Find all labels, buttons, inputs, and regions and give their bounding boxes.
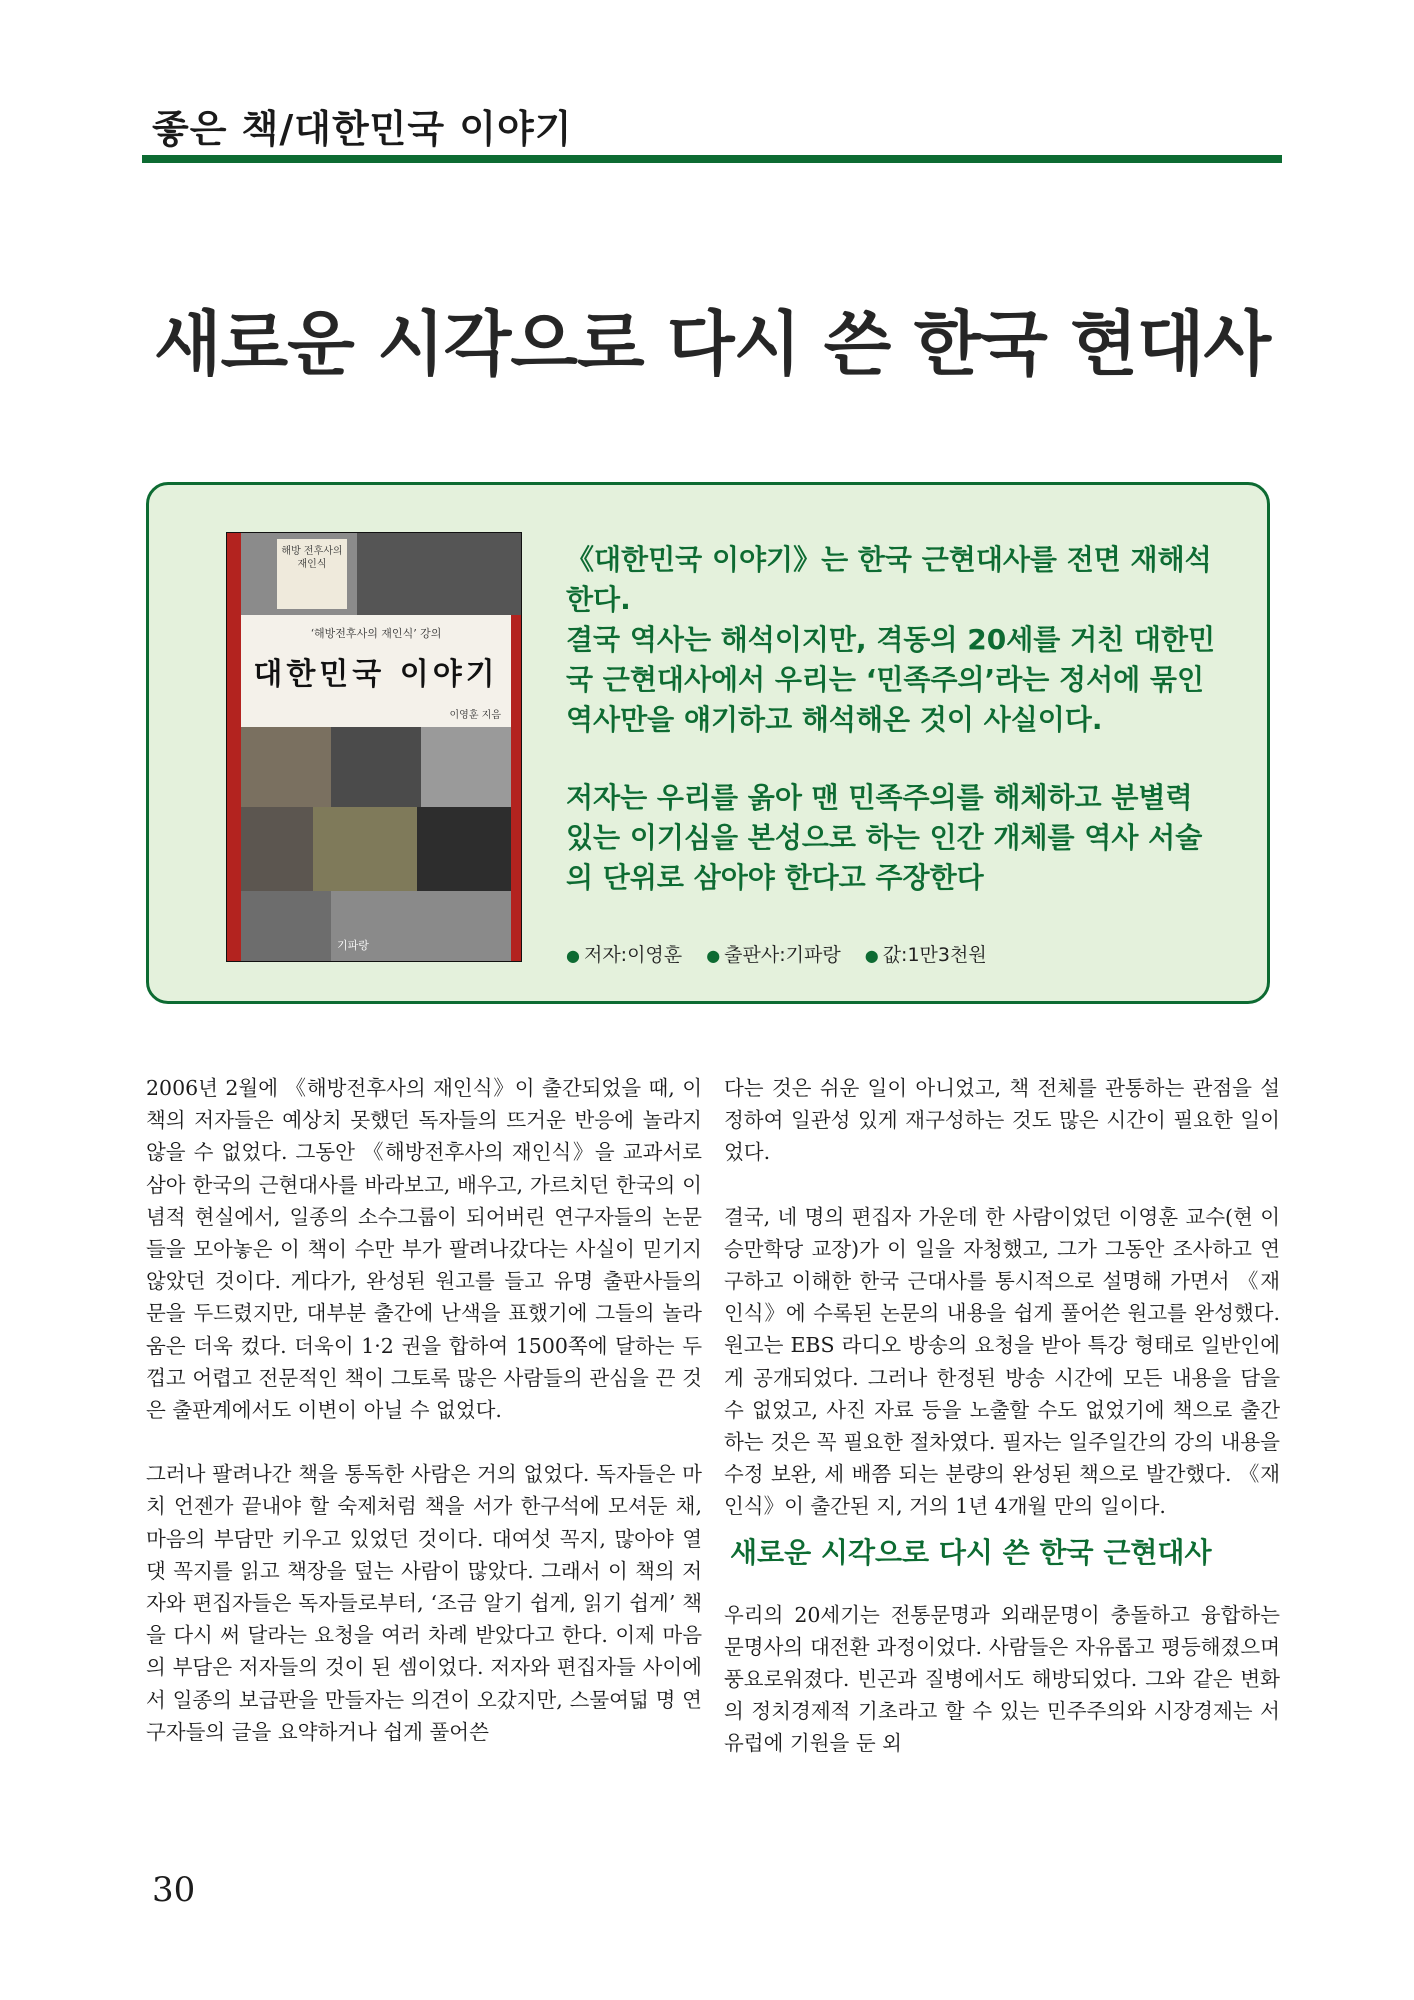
cover-photo-tile (241, 807, 313, 891)
cover-subtitle: ‘해방전후사의 재인식’ 강의 (310, 627, 442, 640)
cover-photo-tile (417, 807, 511, 891)
book-cover-image (226, 532, 522, 962)
summary-line: 저자는 우리를 옭아 맨 민족주의를 해체하고 분별력 있는 이기심을 본성으로 하는 인간 개체를 역사 서술의 단위로 삼아야 한다고 주장한다 (566, 781, 1203, 894)
cover-portrait-photo (357, 533, 521, 615)
cover-series-mini: 해방 전후사의 재인식 (277, 539, 347, 609)
cover-red-edge (227, 533, 241, 961)
summary-line: 《대한민국 이야기》는 한국 근현대사를 전면 재해석한다. (566, 543, 1212, 616)
cover-publisher: 기파랑 (337, 939, 369, 952)
cover-photo-tile (331, 727, 421, 807)
cover-red-edge (511, 615, 521, 961)
body-column-left (146, 1072, 702, 1748)
body-paragraph: 그러나 팔려나간 책을 통독한 사람은 거의 없었다. 독자들은 마치 언젠가 끝내야 할 숙제처럼 책을 서가 한구석에 모셔둔 채, 마음의 부담만 키우고 있었던 것이다. 대여섯 꼭지, 많아야 열댓 꼭지를 읽고 책장을 덮는 사람이 많았다. 그래서 이 책의 저자와 편집자들은 독자들로부터, ‘조금 알기 쉽게, 읽기 쉽게’ 책을 다시 써 달라는 요청을 여러 차례 받았다고 한다. 이제 마음의 부담은 저자들의 것이 된 셈이었다. 저자와 편집자들 사이에서 일종의 보급판을 만들자는 의견이 오갔지만, 스물여덟 명 연구자들의 글을 요약하거나 쉽게 풀어쓴 (146, 1462, 702, 1744)
page-title: 새로운 시각으로 다시 쓴 한국 현대사 (153, 303, 1271, 385)
subsection-heading: 새로운 시각으로 다시 쓴 한국 근현대사 (730, 1535, 1212, 1569)
cover-author: 이영훈 지음 (449, 710, 501, 721)
body-column-right (724, 1072, 1280, 1760)
summary-line: 결국 역사는 해석이지만, 격동의 20세를 거친 대한민국 근현대사에서 우리는 ‘민족주의’라는 정서에 묶인 역사만을 얘기하고 해석해온 것이 사실이다. (566, 623, 1216, 736)
cover-photo-tile (313, 807, 417, 891)
book-info (566, 940, 1005, 967)
page-number: 30 (152, 1870, 196, 1910)
cover-photo-tile (421, 727, 511, 807)
body-paragraph: 결국, 네 명의 편집자 가운데 한 사람이었던 이영훈 교수(현 이승만학당 교장)가 이 일을 자청했고, 그가 그동안 조사하고 연구하고 이해한 한국 근대사를 통시적으로 설명해 가면서 《재인식》에 수록된 논문의 내용을 쉽게 풀어쓴 원고를 완성했다. 원고는 EBS 라디오 방송의 요청을 받아 특강 형태로 일반인에게 공개되었다. 그러나 한정된 방송 시간에 모든 내용을 담을 수 없었고, 사진 자료 등을 노출할 수도 없었기에 책으로 출간하는 것은 꼭 필요한 절차였다. 필자는 일주일간의 강의 내용을 수정 보완, 세 배쯤 되는 분량의 완성된 책으로 발간했다. 《재인식》이 출간된 지, 거의 1년 4개월 만의 일이다. (724, 1204, 1280, 1519)
bullet-icon: ● (566, 946, 580, 965)
bullet-icon: ● (706, 946, 721, 965)
cover-title-band (241, 615, 511, 727)
body-paragraph: 다는 것은 쉬운 일이 아니었고, 책 전체를 관통하는 관점을 설정하여 일관성 있게 재구성하는 것도 많은 시간이 필요한 일이었다. (724, 1076, 1280, 1165)
cover-photo-tile (241, 727, 331, 807)
cover-photo-tile (241, 891, 331, 961)
cover-title: 대한민국 이야기 (253, 657, 499, 692)
book-info-publisher: ● 출판사:기파랑 (706, 944, 841, 966)
body-paragraph: 우리의 20세기는 전통문명과 외래문명이 충돌하고 융합하는 문명사의 대전환 과정이었다. 사람들은 자유롭고 평등해졌으며 풍요로워졌다. 빈곤과 질병에서도 해방되었다. 그와 같은 변화의 정치경제적 기초라고 할 수 있는 민주주의와 시장경제는 서유럽에 기원을 둔 외 (724, 1602, 1280, 1756)
book-info-price: ● 값:1만3천원 (864, 944, 987, 966)
body-paragraph: 2006년 2월에 《해방전후사의 재인식》이 출간되었을 때, 이 책의 저자들은 예상치 못했던 독자들의 뜨거운 반응에 놀라지 않을 수 없었다. 그동안 《해방전후사의 재인식》을 교과서로 삼아 한국의 근현대사를 바라보고, 배우고, 가르치던 한국의 이념적 현실에서, 일종의 소수그룹이 되어버린 연구자들의 논문들을 모아놓은 이 책이 수만 부가 팔려나갔다는 사실이 믿기지 않았던 것이다. 게다가, 완성된 원고를 들고 유명 출판사들의 문을 두드렸지만, 대부분 출간에 난색을 표했기에 그들의 놀라움은 더욱 컸다. 더욱이 1·2 권을 합하여 1500쪽에 달하는 두껍고 어렵고 전문적인 책이 그토록 많은 사람들의 관심을 끈 것은 출판계에서도 이변이 아닐 수 없었다. (146, 1076, 702, 1423)
section-label: 좋은 책/대한민국 이야기 (152, 107, 573, 151)
book-info-author: ● 저자:이영훈 (566, 944, 683, 966)
bullet-icon: ● (864, 946, 879, 965)
section-divider (142, 155, 1282, 163)
